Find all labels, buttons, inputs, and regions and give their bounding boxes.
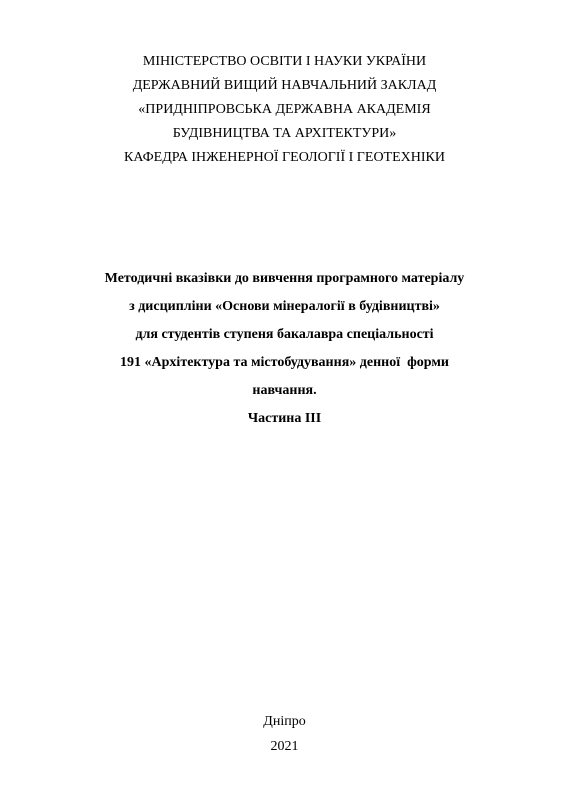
title-line-5: навчання. xyxy=(252,383,317,398)
city: Дніпро xyxy=(263,714,306,729)
institution-header xyxy=(0,50,569,170)
academy-name-line-1: «ПРИДНІПРОВСЬКА ДЕРЖАВНА АКАДЕМІЯ xyxy=(138,102,431,117)
part-number: Частина ІІІ xyxy=(247,411,322,426)
document-title xyxy=(0,265,569,433)
imprint-footer xyxy=(0,709,569,759)
ministry-line: МІНІСТЕРСТВО ОСВІТИ І НАУКИ УКРАЇНИ xyxy=(142,54,427,69)
academy-name-line-2: БУДІВНИЦТВА ТА АРХІТЕКТУРИ» xyxy=(172,126,397,141)
year: 2021 xyxy=(270,739,299,754)
title-line-3: для студентів ступеня бакалавра спеціальності xyxy=(135,327,434,342)
department-line: КАФЕДРА ІНЖЕНЕРНОЇ ГЕОЛОГІЇ І ГЕОТЕХНІКИ xyxy=(124,150,445,165)
institution-type-line: ДЕРЖАВНИЙ ВИЩИЙ НАВЧАЛЬНИЙ ЗАКЛАД xyxy=(132,78,437,93)
title-line-1: Методичні вказівки до вивчення програмного матеріалу xyxy=(104,271,465,286)
title-line-4: 191 «Архітектура та містобудування» денної форми xyxy=(120,355,449,370)
title-line-2: з дисципліни «Основи мінералогії в будівництві» xyxy=(129,299,440,314)
